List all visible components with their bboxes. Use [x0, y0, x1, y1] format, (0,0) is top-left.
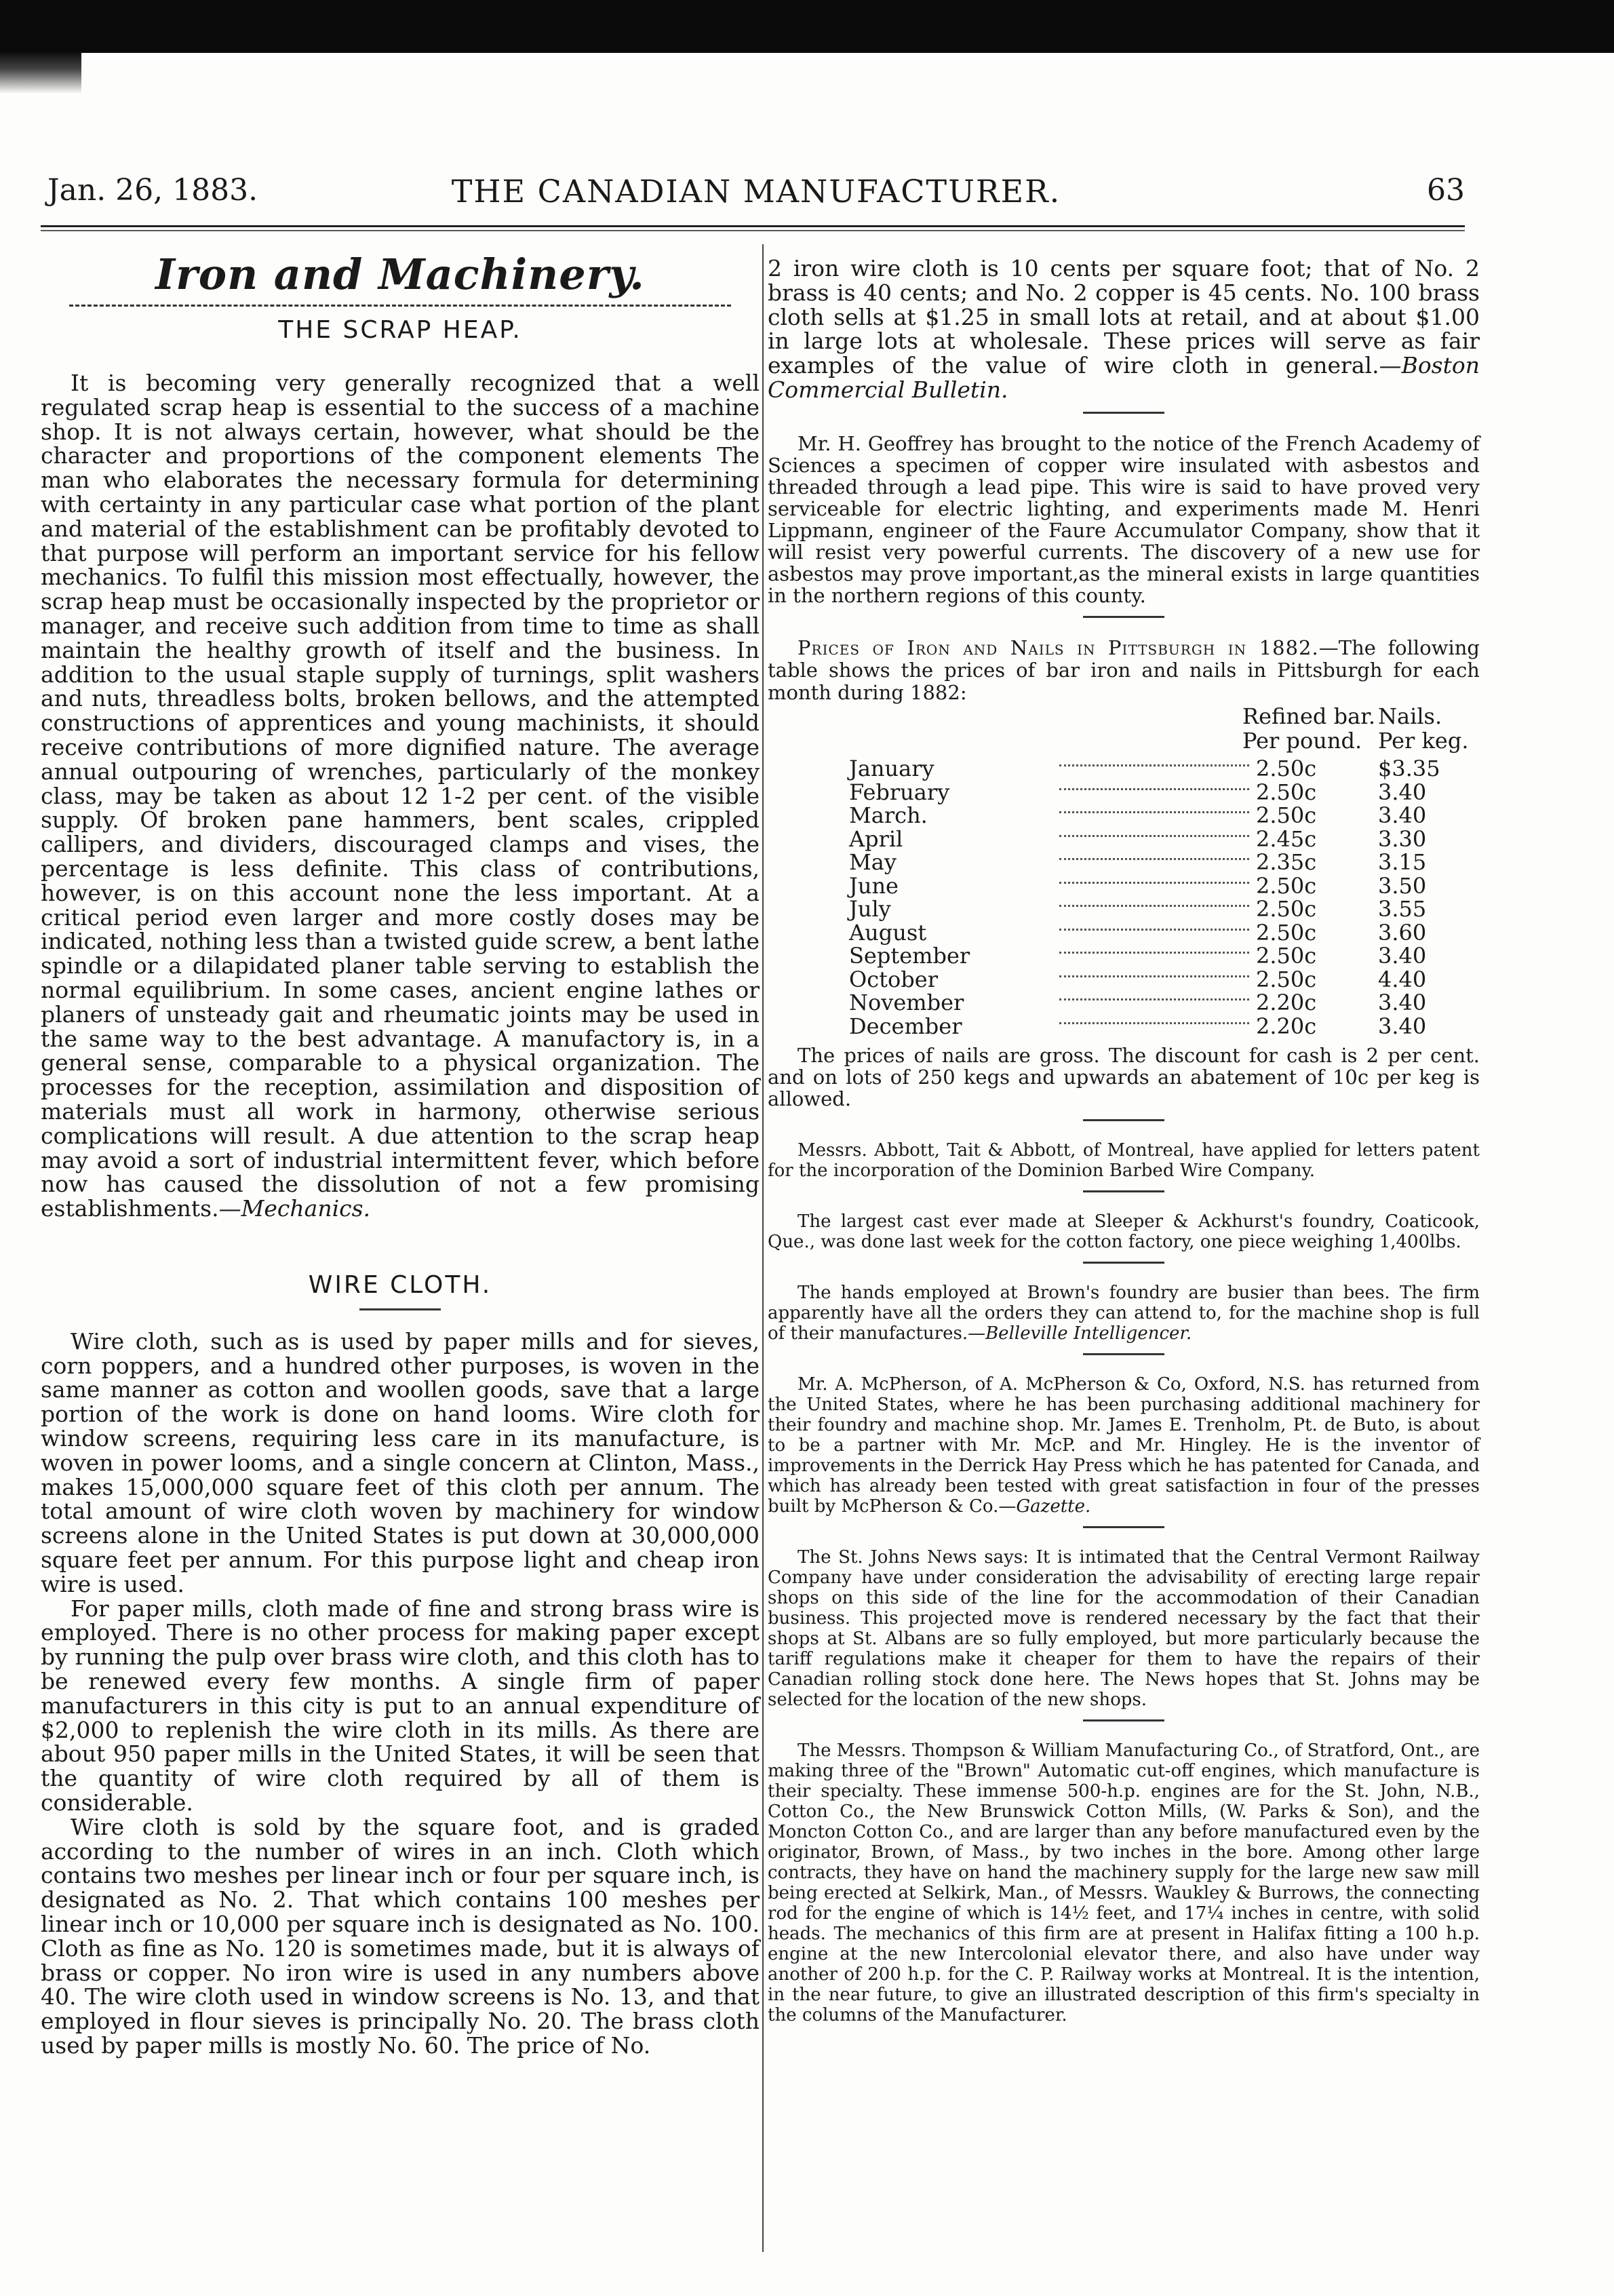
prices-footnote: The prices of nails are gross. The discount for cash is 2 per cent. and on lots of 250 kegs and upwards an abatement of 10c per keg is allowed.	[768, 1043, 1480, 1110]
price-nails: 3.40	[1378, 802, 1427, 829]
scrap-heap-source: —Mechanics.	[218, 1195, 371, 1222]
price-month: September	[849, 943, 970, 969]
price-nails: 3.40	[1378, 779, 1427, 805]
price-bar: 2.50c	[1256, 943, 1317, 969]
price-nails: 3.40	[1378, 990, 1427, 1016]
wire-cloth-p2: For paper mills, cloth made of fine and strong brass wire is employed. There is no other process for making paper except by running the pulp over brass wire cloth, and this cloth has to be renewed every few months. A single firm of paper manufacturers in this city is put to an annual expenditure of $2,000 to replenish the wire cloth in its mills. As there are about 950 paper mills in the United States, it will be seen that the quantity of wire cloth required by all of them is considerable.	[41, 1595, 760, 1816]
price-bar: 2.50c	[1256, 779, 1317, 805]
scrap-heap-body	[41, 371, 760, 1221]
price-row	[768, 967, 1480, 991]
leader-dots	[1059, 998, 1249, 1000]
price-row	[768, 944, 1480, 968]
price-bar: 2.50c	[1256, 872, 1317, 899]
price-row	[768, 757, 1480, 781]
article-rule	[359, 1308, 441, 1310]
article-rule	[1083, 412, 1164, 414]
price-nails: 3.50	[1378, 872, 1427, 899]
prices-table-header	[768, 704, 1480, 728]
prices-table-subheader	[768, 728, 1480, 753]
scrap-heap-title: THE SCRAP HEAP.	[278, 316, 522, 344]
price-month: December	[849, 1013, 962, 1039]
thompson-notice: The Messrs. Thompson & William Manufacturing Co., of Stratford, Ont., are making three of the "Brown" Automatic cut-off engines, which manufacture is their specialty. These immense 500-h.p. engines are for the St. John, N.B., Cotton Co., the New Brunswick Cotton Mills, (W. Parks & Son), and the Moncton Cotton Co., and are larger than any before manufactured even by the originator, Brown, of Mass., by two inches in the bore. Among other large contracts, they have on hand the machinery supply for the large new saw mill being erected at Selkirk, Man., of Messrs. Waukley & Burrows, the connecting rod for the engine of which is 14½ feet, and 17¼ inches in centre, with solid heads. The mechanics of this firm are at present in Halifax fitting a 100 h.p. engine at the new Intercolonial elevator there, and also have under way another of 200 h.p. for the C. P. Railway works at Montreal. It is the intention, in the near future, to give an illustrated description of this firm's specialty in the columns of the Manufacturer.	[768, 1740, 1480, 2025]
wire-cloth-p3: Wire cloth is sold by the square foot, and is graded according to the number of wires in an inch. Cloth which contains two meshes per linear inch or four per square inch, is designated as No. 2. That which contains 100 meshes per linear inch or 10,000 per square inch is designated as No. 100. Cloth as fine as No. 120 is sometimes made, but it is always of brass or copper. No iron wire is used in any numbers above 40. The wire cloth used in window screens is No. 13, and that employed in flour sieves is principally No. 20. The brass cloth used by paper mills is mostly No. 60. The price of No.	[41, 1813, 760, 2059]
price-bar: 2.50c	[1256, 966, 1317, 992]
article-rule	[1083, 1526, 1164, 1528]
price-row	[768, 1014, 1480, 1038]
price-bar: 2.35c	[1256, 849, 1317, 876]
column-divider	[762, 244, 764, 2252]
scan-border	[0, 0, 1614, 53]
price-row	[768, 991, 1480, 1015]
price-row	[768, 804, 1480, 828]
geoffrey-article: Mr. H. Geoffrey has brought to the notice of the French Academy of Sciences a specimen of copper wire insulated with asbestos and threaded through a lead pipe. This wire is said to have proved very serviceable for electric lighting, and experiments made M. Henri Lippmann, engineer of the Faure Accumulator Company, show that it will resist very powerful currents. The discovery of a new use for asbestos may prove important,as the mineral exists in large quantities in the northern regions of this county.	[768, 431, 1480, 607]
price-bar: 2.50c	[1256, 802, 1317, 829]
prices-intro	[768, 637, 1480, 704]
prices-heading: Prices of Iron and Nails in Pittsburgh in 1882.	[798, 636, 1319, 659]
price-month: November	[849, 990, 964, 1016]
article-rule	[1083, 1353, 1164, 1355]
mcpherson-text: Mr. A. McPherson, of A. McPherson & Co, Oxford, N.S. has returned from the United States, where he has been purchasing additional machinery for their foundry and machine shop. Mr. James E. Trenholm, Pt. de Buto, is about to be a partner with Mr. McP. and Mr. Hingley. He is the inventor of improvements in the Derrick Hay Press which he has patented for Canada, and which has already been tested with great satisfaction in four of the presses built by McPherson & Co.	[768, 1374, 1480, 1517]
leader-dots	[1059, 904, 1249, 907]
section-rule	[69, 305, 730, 307]
continuation-source: —Boston Commercial Bulletin.	[768, 352, 1480, 403]
leader-dots	[1059, 811, 1249, 813]
brown-notice	[768, 1283, 1480, 1344]
left-column	[41, 237, 760, 2058]
col-nails-label: Nails.	[1378, 703, 1442, 729]
price-bar: 2.50c	[1256, 896, 1317, 922]
price-bar: 2.20c	[1256, 1013, 1317, 1039]
leader-dots	[1059, 881, 1249, 884]
page-header	[47, 173, 1465, 214]
leader-dots	[1059, 764, 1249, 766]
leader-dots	[1059, 787, 1249, 790]
section-title: Iron and Machinery.	[155, 250, 645, 299]
price-row	[768, 827, 1480, 851]
journal-title: THE CANADIAN MANUFACTURER.	[451, 173, 1061, 210]
leader-dots	[1059, 975, 1249, 977]
wire-cloth-p1: Wire cloth, such as is used by paper mills and for sieves, corn poppers, and a hundred other purposes, is woven in the same manner as cotton and woollen goods, save that a large portion of the work is done on hand looms. Wire cloth for window screens, requiring less care in its manufacture, is woven in power looms, and a single concern at Clinton, Mass., makes 15,000,000 square feet of this cloth per annum. The total amount of wire cloth woven by machinery for window screens alone in the United States is put down at 30,000,000 square feet per annum. For this purpose light and cheap iron wire is used.	[41, 1327, 760, 1597]
article-rule	[1083, 1719, 1164, 1721]
wire-cloth-continuation	[768, 256, 1480, 402]
price-month: August	[849, 919, 927, 946]
continuation-text: 2 iron wire cloth is 10 cents per square foot; that of No. 2 brass is 40 cents; and No. 2 copper is 45 cents. No. 100 brass cloth sells at $1.25 in small lots at retail, and at about $1.00 in large lots at wholesale. These prices will serve as fair examples of the value of wire cloth in general.	[768, 255, 1480, 379]
cast-notice: The largest cast ever made at Sleeper & Ackhurst's foundry, Coaticook, Que., was done last week for the cotton factory, one piece weighing 1,400lbs.	[768, 1211, 1480, 1252]
price-bar: 2.50c	[1256, 756, 1317, 782]
prices-intro-text: —The following table shows the prices of bar iron and nails in Pittsburgh for each month during 1882:	[768, 636, 1480, 704]
article-rule	[1083, 616, 1164, 618]
price-row	[768, 851, 1480, 874]
price-month: January	[849, 756, 934, 782]
price-row	[768, 897, 1480, 921]
price-row	[768, 920, 1480, 944]
col-bar-unit: Per pound.	[1242, 727, 1362, 754]
price-month: May	[849, 849, 897, 876]
leader-dots	[1059, 834, 1249, 837]
leader-dots	[1059, 857, 1249, 860]
price-month: April	[849, 825, 903, 852]
leader-dots	[1059, 1021, 1249, 1024]
header-rule	[41, 225, 1465, 231]
price-month: October	[849, 966, 938, 992]
price-month: June	[849, 872, 899, 899]
price-nails: 3.40	[1378, 1013, 1427, 1039]
price-month: July	[849, 896, 891, 922]
right-column	[768, 237, 1480, 2025]
article-rule	[1083, 1190, 1164, 1192]
price-nails: $3.35	[1378, 756, 1440, 782]
price-month: March.	[849, 802, 928, 829]
price-month: February	[849, 779, 950, 805]
price-bar: 2.50c	[1256, 919, 1317, 946]
brown-text: The hands employed at Brown's foundry are busier than bees. The firm apparently have all the orders they can attend to, for the machine shop is full of their manufactures.	[768, 1282, 1480, 1344]
issue-date: Jan. 26, 1883.	[47, 173, 258, 208]
page-number: 63	[1427, 173, 1465, 208]
leader-dots	[1059, 951, 1249, 954]
price-nails: 3.15	[1378, 849, 1427, 876]
mcpherson-source: —Gazette.	[998, 1496, 1091, 1517]
mcpherson-notice	[768, 1374, 1480, 1517]
scrap-heap-text: It is becoming very generally recognized that a well regulated scrap heap is essential to the success of a machine shop. It is not always certain, however, what should be the character and proportions of the component elements The man who elaborates the necessary formula for determining with certainty in any particular case what portion of the plant and material of the establishment can be profitably devoted to that purpose will perform an important service for his fellow mechanics. To fulfil this mission most effectually, however, the scrap heap must be occasionally inspected by the proprietor or manager, and receive such addition from time to time as shall maintain the healthy growth of itself and the business. In addition to the usual staple supply of turnings, split washers and nuts, threadless bolts, broken bellows, and the attempted constructions of apprentices and young machinists, it should receive contributions of more dignified nature. The average annual outpouring of wrenches, particularly of the monkey class, may be taken as about 12 1-2 per cent. of the visible supply. Of broken pane hammers, bent scales, crippled callipers, and dividers, discouraged clamps and vises, the percentage is less definite. This class of contributions, however, is on this account none the less important. At a critical period even larger and more costly doses may be indicated, nothing less than a twisted guide screw, a bent lathe spindle or a dilapidated planer table serving to establish the normal equilibrium. In some cases, ancient engine lathes or planers of unsteady gait and rheumatic joints may be used in the same way to the best advantage. A manufactory is, in a general sense, comparable to a physical organization. The processes for the reception, assimilation and disposition of materials must all work in harmony, otherwise serious complications will result. A due attention to the scrap heap may avoid a sort of industrial intermittent fever, which before now has caused the dissolution of not a few promising establishments.	[41, 370, 760, 1222]
price-nails: 4.40	[1378, 966, 1427, 992]
article-rule	[1083, 1262, 1164, 1264]
price-row	[768, 780, 1480, 804]
article-rule	[1083, 1119, 1164, 1121]
stjohns-notice: The St. Johns News says: It is intimated that the Central Vermont Railway Company have under consideration the advisability of erecting large repair shops on this side of the line for the accommodation of their Canadian business. This projected move is rendered necessary by the fact that their shops at St. Albans are so fully employed, but more particularly because the tariff regulations make it cheaper for them to have the repairs of their Canadian rolling stock done here. The News hopes that St. Johns may be selected for the location of the new shops.	[768, 1546, 1480, 1710]
scan-artifact	[0, 53, 81, 94]
brown-source: —Belleville Intelligencer.	[968, 1323, 1192, 1344]
leader-dots	[1059, 928, 1249, 931]
price-nails: 3.40	[1378, 943, 1427, 969]
wire-cloth-title: WIRE CLOTH.	[308, 1270, 492, 1299]
price-bar: 2.45c	[1256, 825, 1317, 852]
col-nails-unit: Per keg.	[1378, 727, 1469, 754]
col-bar-label: Refined bar.	[1242, 703, 1376, 729]
prices-table	[768, 757, 1480, 1038]
price-bar: 2.20c	[1256, 990, 1317, 1016]
price-nails: 3.55	[1378, 896, 1427, 922]
abbott-notice: Messrs. Abbott, Tait & Abbott, of Montreal, have applied for letters patent for the incorporation of the Dominion Barbed Wire Company.	[768, 1140, 1480, 1181]
price-nails: 3.60	[1378, 919, 1427, 946]
price-row	[768, 874, 1480, 897]
price-nails: 3.30	[1378, 825, 1427, 852]
